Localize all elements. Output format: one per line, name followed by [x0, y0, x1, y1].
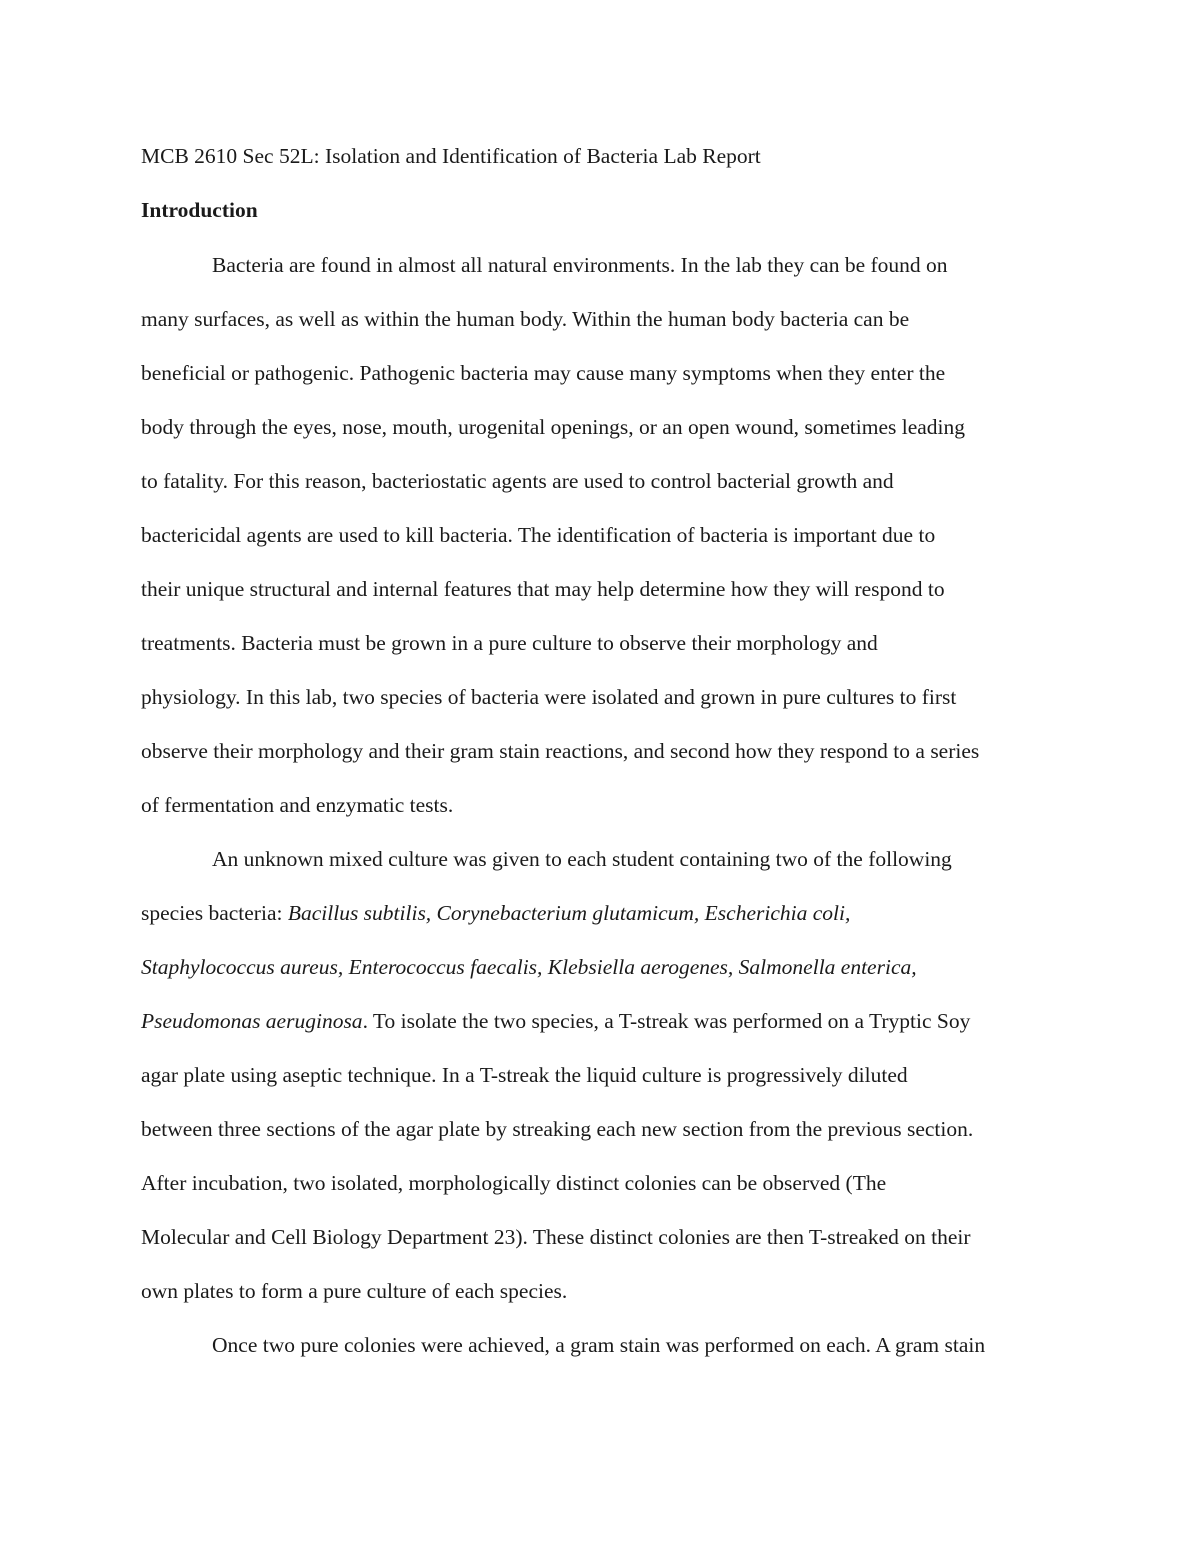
- paragraph-line: between three sections of the agar plate by streaking each new section from the previous section.: [141, 1117, 974, 1141]
- paragraph-line: After incubation, two isolated, morphologically distinct colonies can be observed (The: [141, 1171, 887, 1195]
- paragraph-line: An unknown mixed culture was given to each student containing two of the following: [212, 847, 952, 871]
- paragraph-line: Bacteria are found in almost all natural environments. In the lab they can be found on: [212, 253, 948, 277]
- species-names: Pseudomonas aeruginosa: [141, 1009, 363, 1033]
- paragraph-line: Molecular and Cell Biology Department 23). These distinct colonies are then T-streaked on their: [141, 1225, 971, 1249]
- paragraph-line: many surfaces, as well as within the human body. Within the human body bacteria can be: [141, 307, 910, 331]
- document-title: MCB 2610 Sec 52L: Isolation and Identification of Bacteria Lab Report: [141, 144, 761, 168]
- introduction-heading: Introduction: [141, 198, 258, 222]
- paragraph-line: to fatality. For this reason, bacteriostatic agents are used to control bacterial growth and: [141, 469, 894, 493]
- line-text: . To isolate the two species, a T-streak was performed on a Tryptic Soy: [362, 1009, 971, 1033]
- paragraph-line: of fermentation and enzymatic tests.: [141, 793, 454, 817]
- paragraph-line: [141, 1008, 970, 1034]
- paragraph-line: [141, 900, 850, 926]
- paragraph-line: treatments. Bacteria must be grown in a pure culture to observe their morphology and: [141, 631, 878, 655]
- paragraph-line: body through the eyes, nose, mouth, urogenital openings, or an open wound, sometimes leading: [141, 415, 966, 439]
- paragraph-line: own plates to form a pure culture of each species.: [141, 1279, 568, 1303]
- line-text: species bacteria:: [141, 901, 288, 925]
- paragraph-line: bactericidal agents are used to kill bacteria. The identification of bacteria is important due to: [141, 523, 936, 547]
- species-names: Bacillus subtilis, Corynebacterium glutamicum, Escherichia coli,: [287, 901, 851, 925]
- paragraph-line: observe their morphology and their gram stain reactions, and second how they respond to a series: [141, 739, 980, 763]
- paragraph-line: beneficial or pathogenic. Pathogenic bacteria may cause many symptoms when they enter the: [141, 361, 946, 385]
- species-names: Staphylococcus aureus, Enterococcus faecalis, Klebsiella aerogenes, Salmonella enterica,: [141, 955, 917, 979]
- paragraph-line: their unique structural and internal features that may help determine how they will respond to: [141, 577, 945, 601]
- paragraph-line: physiology. In this lab, two species of bacteria were isolated and grown in pure cultures to first: [141, 685, 957, 709]
- paragraph-line: Once two pure colonies were achieved, a gram stain was performed on each. A gram stain: [212, 1333, 986, 1357]
- paragraph-line: agar plate using aseptic technique. In a T-streak the liquid culture is progressively diluted: [141, 1063, 908, 1087]
